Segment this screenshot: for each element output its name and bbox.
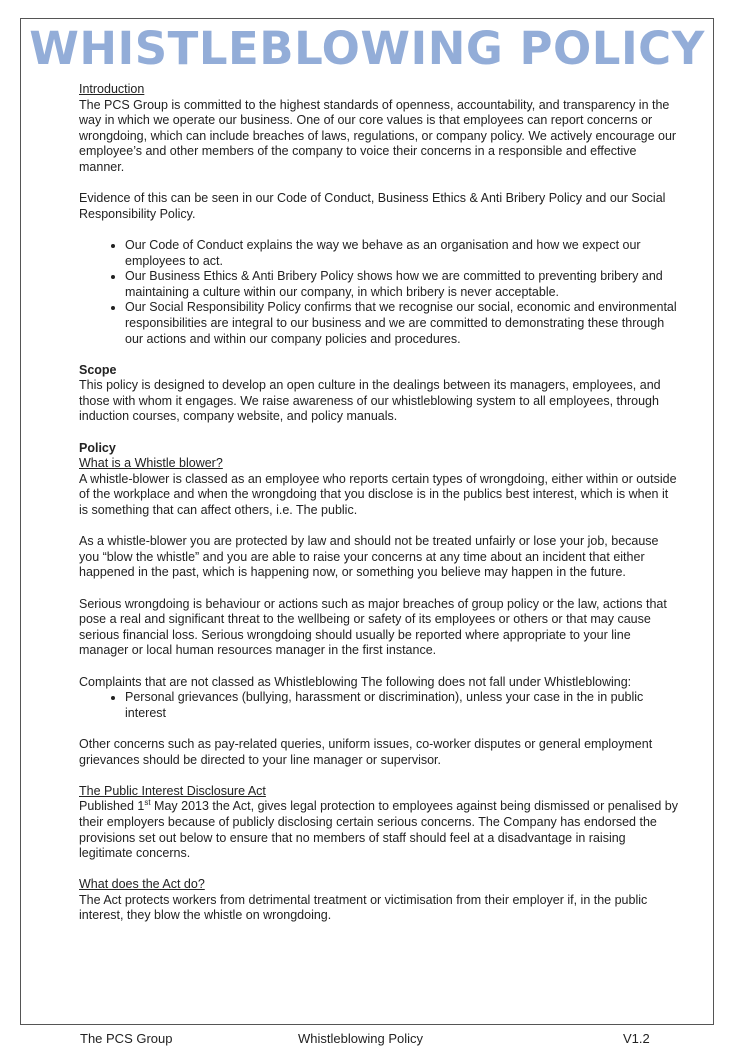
list-item: • Our Code of Conduct explains the way we behave as an organisation and how we expect our employees to act. [125, 238, 679, 269]
pida-paragraph: Published 1st May 2013 the Act, gives legal protection to employees against being dismissed or penalised by their employers because of publicly disclosing certain serious concerns. The Company has endorsed the provisions set out below to ensure that no members of staff should feel at a disadvantage in raising legitimate concerns. [79, 798, 678, 861]
subheading-whistle-blower: What is a Whistle blower? [79, 456, 223, 471]
page-title: WHISTLEBLOWING POLICY [29, 22, 705, 75]
exclusion-list [79, 690, 679, 721]
policy-list [79, 238, 679, 347]
list-item: • Personal grievances (bullying, harassment or discrimination), unless your case in the in public interest [125, 690, 679, 721]
policy-paragraph: As a whistle-blower you are protected by law and should not be treated unfairly or lose your job, because you “blow the whistle” and you are able to raise your concerns at any time about an incident that either happened in the past, which is happening now, or something you believe may happen in the future. [79, 534, 659, 580]
subheading-act: What does the Act do? [79, 877, 205, 892]
footer-version: V1.2 [623, 1031, 650, 1046]
section-heading-policy: Policy [79, 440, 116, 455]
list-item: • Our Business Ethics & Anti Bribery Policy shows how we are committed to preventing bribery and maintaining a culture within our company, in which bribery is never acceptable. [125, 269, 679, 300]
act-paragraph: The Act protects workers from detrimental treatment or victimisation from their employer if, in the public interest, they blow the whistle on wrongdoing. [79, 892, 648, 923]
section-heading-scope: Scope [79, 362, 117, 377]
policy-paragraph: Other concerns such as pay-related queries, uniform issues, co-worker disputes or general employment grievances should be directed to your line manager or supervisor. [79, 736, 653, 767]
policy-paragraph: Complaints that are not classed as Whistleblowing The following does not fall under Whistleblowing: [79, 674, 632, 689]
footer-document-name: Whistleblowing Policy [298, 1031, 423, 1046]
scope-paragraph: This policy is designed to develop an open culture in the dealings between its managers, employees, and those with whom it engages. We raise awareness of our whistleblowing system to all employees, through induction courses, company website, and policy manuals. [79, 378, 661, 424]
policy-paragraph: Serious wrongdoing is behaviour or actions such as major breaches of group policy or the law, actions that pose a real and significant threat to the wellbeing or safety of its employees or others or that may cause serious financial loss. Serious wrongdoing should usually be reported where appropriate to your line manager or local human resources manager in the first instance. [79, 596, 667, 658]
evidence-paragraph: Evidence of this can be seen in our Code of Conduct, Business Ethics & Anti Bribery Policy and our Social Responsibility Policy. [79, 191, 666, 221]
section-heading-introduction: Introduction [79, 82, 145, 96]
intro-paragraph: The PCS Group is committed to the highest standards of openness, accountability, and transparency in the way in which we operate our business. One of our core values is that employees can report concerns or wrongdoing, which can include breaches of laws, regulations, or company policy. We actively encourage our employee’s and other members of the company to voice their concerns in a responsible and effective manner. [79, 97, 677, 174]
subheading-pida: The Public Interest Disclosure Act [79, 783, 266, 798]
policy-paragraph: A whistle-blower is classed as an employee who reports certain types of wrongdoing, either within or outside of the workplace and when the wrongdoing that you disclose is in the publics best interest, which is when it is something that can affect others, i.e. The public. [79, 471, 677, 518]
document-body [79, 82, 679, 924]
footer-company: The PCS Group [80, 1031, 173, 1046]
list-item: • Our Social Responsibility Policy confirms that we recognise our social, economic and environmental responsibilities are integral to our business and we are committed to demonstrating these through our actions and within our company policies and procedures. [125, 300, 679, 347]
